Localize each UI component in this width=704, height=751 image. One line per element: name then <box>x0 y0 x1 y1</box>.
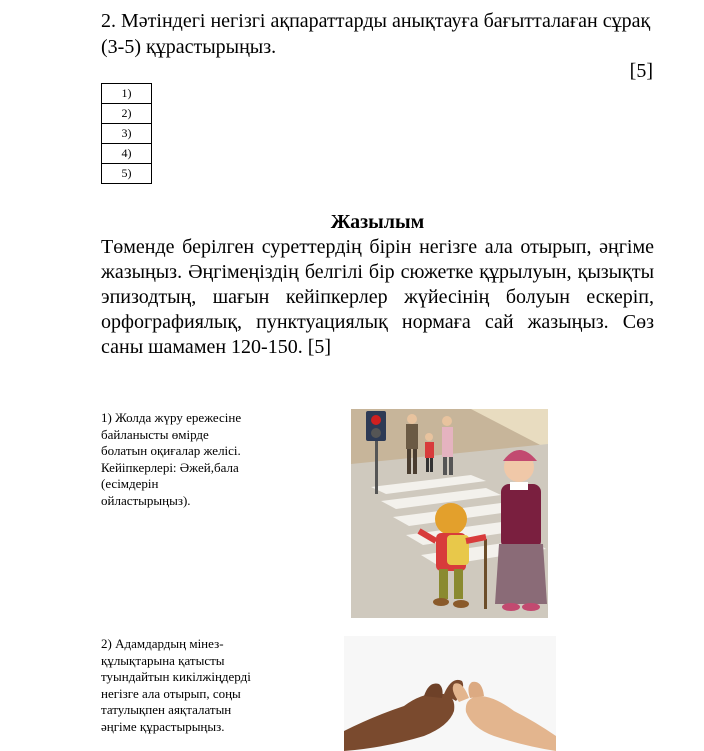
table-row <box>102 104 152 124</box>
crosswalk-illustration <box>351 409 548 618</box>
table-cell: 4) <box>102 144 152 164</box>
table-cell: 2) <box>102 104 152 124</box>
table-cell: 1) <box>102 84 152 104</box>
task-2-text: 2) Адамдардың мінез-құлықтарына қатысты туындайтын кикілжіңдерді негізге ала отырып, соңы татулықпен аяқталатын әңгіме құрастырыңыз. <box>101 636 251 734</box>
table-cell: 3) <box>102 124 152 144</box>
question-2-text: 2. Мәтіндегі негізгі ақпараттарды анықтауға бағытталаған сұрақ (3-5) құрастырыңыз. <box>101 10 651 58</box>
table-row <box>102 164 152 184</box>
task-1-text: 1) Жолда жүру ережесіне байланысты өмірде болатын оқиғалар желісі. Кейіпкерлері: Әжей,бала (есімдерін ойластырыңыз). <box>101 410 242 508</box>
table-cell: 5) <box>102 164 152 184</box>
writing-instruction: Төменде берілген суреттердің бірін негізге ала отырып, әңгіме жазыңыз. Әңгімеңіздің белгілі бір сюжетке құрылуын, қызықты эпизодтың, шағын кейіпкерлер жүйесінің болуын ескеріп, орфографиялық, пунктуациялық нормаға сай жазыңыз. Сөз саны шамамен 120-150. [5] <box>101 236 654 358</box>
question-2-marks: [5] <box>629 60 653 82</box>
answer-table <box>101 83 152 184</box>
table-row <box>102 84 152 104</box>
table-row <box>102 144 152 164</box>
pinky-promise-illustration <box>344 636 556 751</box>
writing-heading: Жазылым <box>330 211 425 233</box>
table-row <box>102 124 152 144</box>
